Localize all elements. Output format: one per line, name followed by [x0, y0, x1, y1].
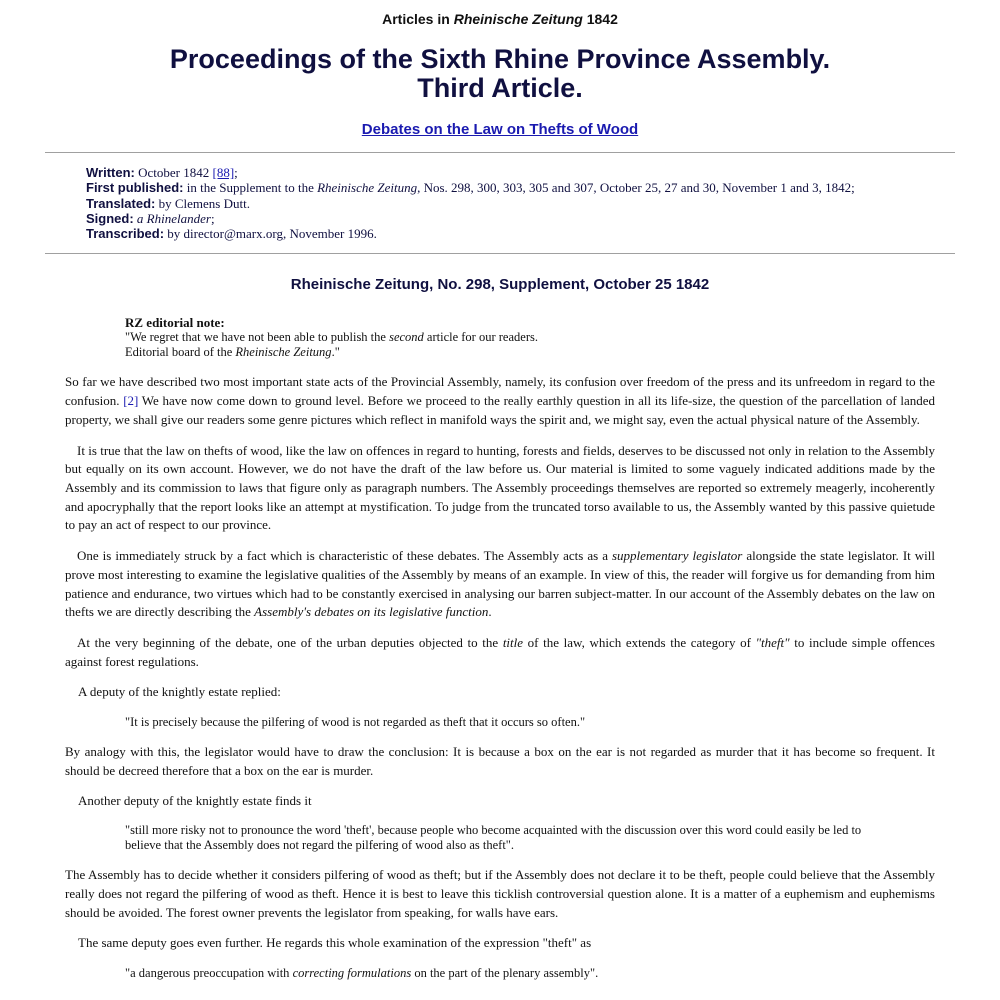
- paragraph-5: A deputy of the knightly estate replied:: [78, 684, 281, 700]
- kicker-year: 1842: [582, 11, 618, 27]
- signed-tail: ;: [210, 210, 215, 226]
- translated-value: by Clemens Dutt.: [155, 195, 250, 211]
- paragraph-text: So far we have described two most important state acts of the Provincial Assembly, namely, its confusion over freedom of the press and its unfreedom in regard to the confusion.: [65, 374, 935, 409]
- signed-value: a Rhinelander: [133, 210, 211, 226]
- bottom-divider: [45, 253, 955, 254]
- series-kicker: [0, 0, 1000, 27]
- written-tail: ;: [234, 165, 238, 180]
- paragraph-9: The same deputy goes even further. He regards this whole examination of the expression "theft" as: [78, 935, 592, 951]
- quote-2: [125, 823, 875, 853]
- paragraph-text: alongside the state legislator. It will prove most interesting to examine the legislative qualities of the Assembly by means of an example. In view of this, the reader will forgive us for demanding from him patience and endurance, two virtues which had to be constantly exercised in analysing our barren subject-matter. In our account of the Assembly debates on the law on thefts we are directly describing the: [65, 548, 935, 620]
- title-line-2: Third Article.: [417, 73, 583, 103]
- first-published-label: First published:: [86, 180, 184, 196]
- quote-3: [125, 966, 875, 981]
- editorial-note-text: .": [331, 345, 340, 360]
- quote-line: "still more risky not to pronounce the word 'theft', because people who become acquainted with the discussion over this word could easily be led to: [125, 823, 862, 838]
- transcribed-label: Transcribed:: [86, 226, 165, 242]
- editorial-note-heading: RZ editorial note:: [125, 315, 225, 331]
- editorial-note-line-1: [125, 330, 1000, 345]
- kicker-newspaper: Rheinische Zeitung: [453, 11, 583, 27]
- paragraph-emphasis: title: [502, 634, 524, 650]
- paragraph-text: At the very beginning of the debate, one of the urban deputies objected to the: [77, 634, 503, 650]
- editorial-note: [125, 315, 1000, 360]
- paragraph-text: .: [488, 604, 492, 620]
- page-title: [0, 45, 1000, 103]
- paragraph-1: [65, 373, 935, 429]
- paragraph-emphasis: supplementary legislator: [611, 548, 743, 564]
- title-line-1: Proceedings of the Sixth Rhine Province Assembly.: [169, 44, 831, 74]
- signed-label: Signed:: [86, 210, 134, 226]
- paragraph-6: By analogy with this, the legislator would have to draw the conclusion: It is because a box on the ear is not regarded as murder that it has become so frequent. It should be decreed therefore that a box on the ear is murder.: [65, 744, 935, 778]
- paragraph-3: [65, 547, 935, 622]
- quote-1: "It is precisely because the pilfering of wood is not regarded as theft that it occurs so often.": [125, 715, 586, 730]
- editorial-note-line-2: [125, 345, 1000, 360]
- written-value: October 1842: [134, 165, 213, 180]
- paragraph-2: It is true that the law on thefts of wood, like the law on offences in regard to hunting, forests and fields, deserves to be discussed not only in relation to the Assembly but equally on its own account. However, we do not have the draft of the law before us. Our material is limited to some vaguely indicated additions made by the Assembly and its commission to laws that figure only as paragraph numbers. The Assembly proceedings themselves are reported so extremely meagerly, incoherently and apocryphally that the report looks like an attempt at mystification. To judge from the truncated torso available to us, the Assembly wanted by this passive quietude to pay an act of respect to our province.: [65, 442, 935, 533]
- quote-text: on the part of the plenary assembly".: [411, 965, 599, 980]
- footnote-link-2[interactable]: [2]: [123, 393, 139, 409]
- transcribed-value: by director@marx.org, November 1996.: [164, 226, 377, 242]
- paragraph-text: of the law, which extends the category of: [523, 634, 756, 650]
- issue-heading: Rheinische Zeitung, No. 298, Supplement, October 25 1842: [290, 276, 710, 294]
- quote-text: "a dangerous preoccupation with: [125, 965, 293, 980]
- editorial-note-text: "We regret that we have not been able to publish the: [125, 330, 390, 345]
- paragraph-text: We have now come down to ground level. Before we proceed to the really earthly question in all its life-size, the question of the parcellation of landed property, we shall give our readers some genre pictures which reflect in manifold ways the spirit and, we might say, even the actual physical nature of the Assembly.: [65, 393, 935, 427]
- quote-emphasis: correcting formulations: [292, 965, 412, 980]
- editorial-note-text: article for our readers.: [423, 330, 538, 345]
- footnote-link-88[interactable]: [88]: [212, 165, 235, 180]
- written-row: [86, 165, 1000, 180]
- publication-info: [0, 153, 1000, 253]
- first-published-post: , Nos. 298, 300, 303, 305 and 307, October 25, 27 and 30, November 1 and 3, 1842;: [417, 180, 855, 196]
- editorial-note-text: Editorial board of the: [125, 345, 236, 360]
- transcribed-row: [86, 226, 1000, 241]
- subtitle: [0, 121, 1000, 138]
- paragraph-4: [65, 634, 935, 671]
- paragraph-text: One is immediately struck by a fact which is characteristic of these debates. The Assembly acts as a: [77, 548, 612, 564]
- written-label: Written:: [86, 165, 135, 180]
- translated-row: [86, 196, 1000, 211]
- signed-row: [86, 211, 1000, 226]
- translated-label: Translated:: [86, 195, 156, 211]
- subtitle-link[interactable]: Debates on the Law on Thefts of Wood: [361, 121, 639, 138]
- first-published-newspaper: Rheinische Zeitung: [317, 180, 418, 196]
- paragraph-emphasis: "theft": [755, 634, 790, 650]
- paragraph-emphasis: Assembly's debates on its legislative function: [254, 604, 489, 620]
- quote-line: believe that the Assembly does not regard the pilfering of wood also as theft".: [125, 838, 515, 853]
- paragraph-8: The Assembly has to decide whether it considers pilfering of wood as theft; but if the Assembly does not declare it to be theft, people could believe that the Assembly really does not regard the pilfering of wood as theft. Hence it is best to leave this ticklish controversial question alone. It is a matter of a euphemism and euphemisms should be avoided. The forest owner prevents the legislator from speaking, for walls have ears.: [65, 867, 935, 920]
- first-published-pre: in the Supplement to the: [183, 180, 318, 196]
- paragraph-7: Another deputy of the knightly estate finds it: [78, 793, 312, 809]
- editorial-note-newspaper: Rheinische Zeitung: [235, 345, 332, 360]
- kicker-text: Articles in: [382, 11, 454, 27]
- editorial-note-emphasis: second: [389, 330, 424, 345]
- paragraph-text: to include simple offences against forest regulations.: [65, 634, 935, 669]
- first-published-row: [86, 180, 1000, 195]
